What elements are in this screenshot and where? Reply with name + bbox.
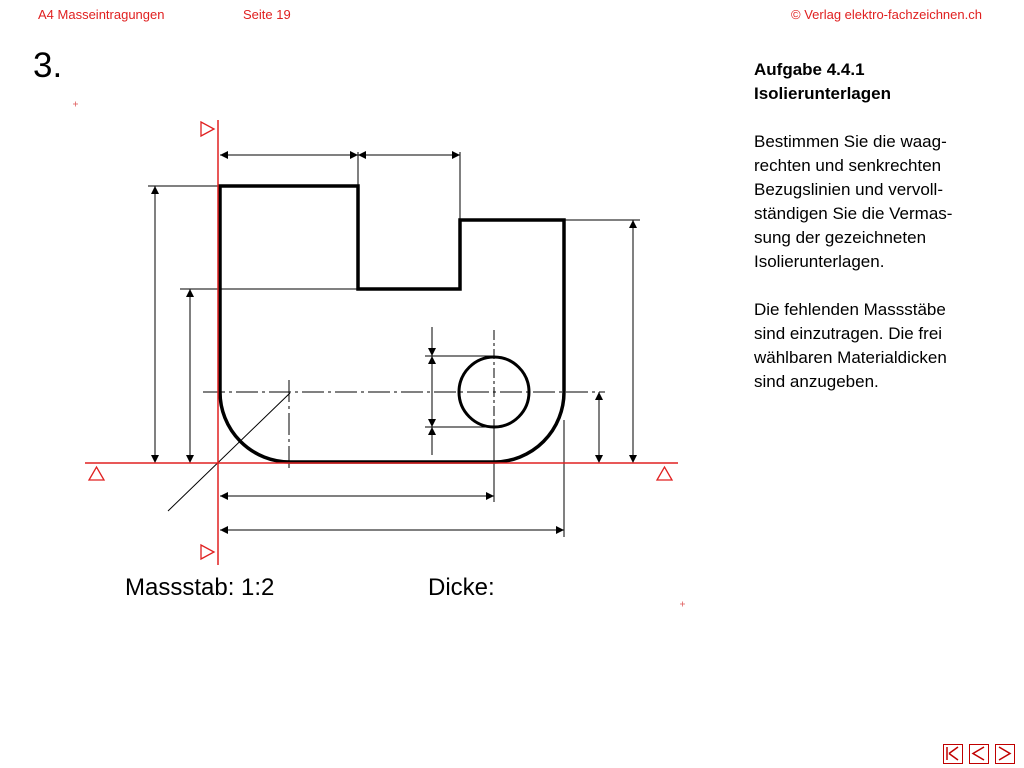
task-line: Bestimmen Sie die waag- [754, 132, 947, 151]
task-line: ständigen Sie die Vermas- [754, 204, 953, 223]
task-line: rechten und senkrechten [754, 156, 942, 175]
reference-triangles [89, 122, 672, 559]
task-line: Die fehlenden Massstäbe [754, 300, 946, 319]
header-doc-title: A4 Masseintragungen [38, 7, 165, 22]
task-title: Aufgabe 4.4.1 [754, 60, 865, 79]
reference-lines [85, 120, 678, 565]
task-line: sung der gezeichneten [754, 228, 927, 247]
header-page-number: Seite 19 [243, 7, 291, 22]
header-copyright: © Verlag elektro-fachzeichnen.ch [791, 7, 982, 22]
triangle-left-icon [970, 745, 987, 762]
task-subtitle: Isolierunterlagen [754, 84, 891, 103]
task-line: Isolierunterlagen. [754, 252, 885, 271]
first-page-button[interactable] [943, 744, 963, 764]
next-page-button[interactable] [995, 744, 1015, 764]
previous-page-button[interactable] [969, 744, 989, 764]
task-line: sind einzutragen. Die frei [754, 324, 943, 343]
dimension-lines [155, 155, 633, 530]
triangle-right-icon [996, 745, 1013, 762]
skip-back-icon [944, 745, 961, 762]
task-line: wählbaren Materialdicken [754, 348, 947, 367]
task-line: Bezugslinien und vervoll- [754, 180, 943, 199]
scale-label: Massstab: 1:2 [125, 574, 275, 601]
task-line: sind anzugeben. [754, 372, 879, 391]
thickness-label: Dicke: [428, 574, 495, 601]
registration-marks [73, 102, 685, 607]
exercise-number: 3. [33, 46, 63, 85]
extension-lines [148, 152, 640, 537]
